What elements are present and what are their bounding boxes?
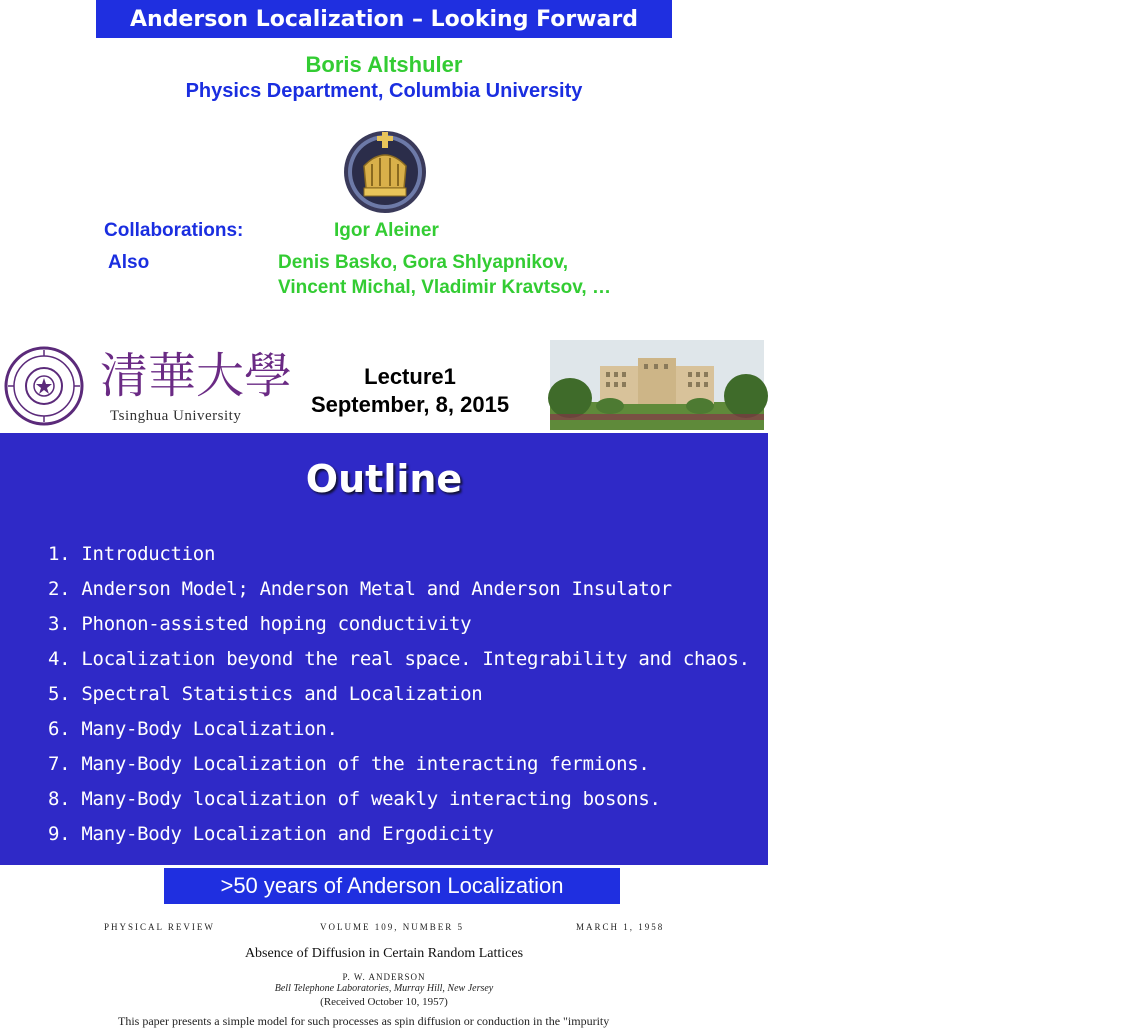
paper-affiliation: Bell Telephone Laboratories, Murray Hill, New Jersey — [274, 983, 494, 994]
paper-author: P. W. ANDERSON — [342, 972, 426, 982]
journal-date: MARCH 1, 1958 — [576, 922, 665, 932]
tsinghua-seal-icon — [4, 346, 84, 426]
outline-item-4: 4. Localization beyond the real space. Integrability and chaos. — [48, 648, 750, 670]
outline-item-2: 2. Anderson Model; Anderson Metal and Anderson Insulator — [48, 578, 672, 600]
journal-name: PHYSICAL REVIEW — [104, 922, 215, 932]
years-banner: >50 years of Anderson Localization — [164, 868, 620, 904]
paper-abstract: This paper presents a simple model for such processes as spin diffusion or conduction in the "impurity — [118, 1014, 610, 1028]
outline-item-3: 3. Phonon-assisted hoping conductivity — [48, 613, 472, 635]
paper-title: Absence of Diffusion in Certain Random Lattices — [244, 946, 524, 961]
outline-item-1: 1. Introduction — [48, 543, 216, 565]
journal-volume: VOLUME 109, NUMBER 5 — [320, 922, 465, 932]
history-slide — [0, 866, 768, 1028]
author-name: Boris Altshuler — [305, 52, 463, 77]
title-slide — [0, 0, 768, 432]
outline-item-9: 9. Many-Body Localization and Ergodicity — [48, 823, 494, 845]
columbia-crown-icon — [342, 126, 428, 214]
tsinghua-logo-icon — [100, 340, 293, 404]
lecture-date: September, 8, 2015 — [310, 392, 510, 417]
also-label: Also — [108, 252, 150, 273]
outline-title: Outline — [305, 457, 463, 501]
outline-item-5: 5. Spectral Statistics and Localization — [48, 683, 483, 705]
outline-item-7: 7. Many-Body Localization of the interacting fermions. — [48, 753, 650, 775]
outline-list — [48, 537, 750, 852]
collaborator-name: Igor Aleiner — [334, 220, 439, 241]
outline-item-8: 8. Many-Body localization of weakly interacting bosons. — [48, 788, 661, 810]
outline-item-6: 6. Many-Body Localization. — [48, 718, 338, 740]
university-name: Tsinghua University — [110, 408, 242, 424]
svg-text:清華大學: 清華大學 — [100, 348, 293, 404]
outline-slide — [0, 433, 768, 865]
paper-received-date: (Received October 10, 1957) — [320, 996, 448, 1008]
slide-title: Anderson Localization – Looking Forward — [96, 0, 672, 38]
collaborations-label: Collaborations: — [104, 220, 244, 241]
lecture-number: Lecture1 — [364, 364, 456, 389]
also-collaborators-line2: Vincent Michal, Vladimir Kravtsov, … — [278, 277, 611, 298]
author-affiliation: Physics Department, Columbia University — [185, 80, 583, 102]
also-collaborators-line1: Denis Basko, Gora Shlyapnikov, — [278, 252, 569, 273]
campus-photo — [550, 340, 764, 430]
